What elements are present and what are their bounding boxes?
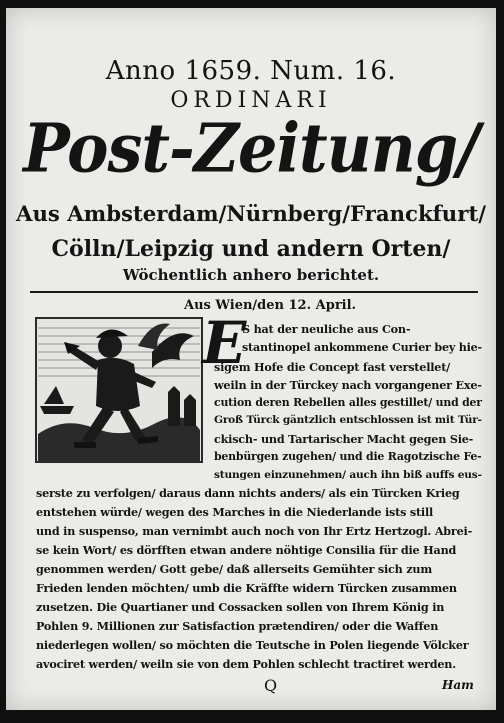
body-line: niederlegen wollen/ so möchten die Teutsche in Polen liegende Völcker [36, 638, 469, 652]
subtitle-cities: Aus Ambsterdam/Nürnberg/Franckfurt/ [15, 202, 487, 227]
body-line: S hat der neuliche aus Con- [242, 322, 411, 336]
body-line: und in suspenso, man vernimbt auch noch von Ihr Ertz Hertzogl. Abrei- [36, 524, 473, 538]
body-line: weiln in der Türckey nach vorgangener Exe- [214, 378, 482, 392]
body-line: entstehen würde/ wegen des Marches in die Niederlande ists still [36, 505, 434, 519]
drop-cap-initial: E [202, 309, 247, 377]
catchword: Ham [442, 678, 474, 692]
body-line: avociret werden/ weiln sie von dem Pohlen schlecht tractiret werden. [36, 657, 456, 671]
body-line: Pohlen 9. Millionen zur Satisfaction prætendiren/ oder die Waffen [36, 619, 439, 633]
subtitle-other-places: Cölln/Leipzig und andern Orten/ [51, 236, 451, 262]
body-line: se kein Wort/ es dörfften etwan andere nöhtige Consilia für die Hand [36, 543, 457, 557]
header-rule [30, 291, 478, 293]
kind-line: ORDINARI [170, 88, 332, 113]
post-rider-woodcut-icon [34, 316, 204, 464]
body-line: serste zu verfolgen/ daraus dann nichts anders/ als ein Türcken Krieg [36, 486, 460, 500]
signature-mark: Q [264, 676, 278, 695]
newspaper-page [6, 8, 496, 710]
body-line: zusetzen. Die Quartianer und Cossacken sollen von Ihrem König in [36, 600, 445, 614]
body-line: genommen werden/ Gott gebe/ daß allerseits Gemühter sich zum [36, 562, 432, 576]
body-line: stungen einzunehmen/ auch ihn biß auffs eus- [214, 468, 482, 481]
issue-line: Anno 1659. Num. 16. [105, 56, 397, 86]
masthead-title: Post-Zeitung/ [23, 109, 479, 188]
body-line: Groß Türck gäntzlich entschlossen ist mit Tür- [214, 414, 482, 426]
body-line: cution deren Rebellen alles gestillet/ und der [214, 396, 482, 409]
body-line: stantinopel ankommene Curier bey hie- [242, 341, 482, 354]
body-line: Frieden lenden möchten/ umb die Kräffte widern Türcken zusammen [36, 581, 457, 595]
body-line: ckisch- und Tartarischer Macht gegen Sie- [214, 432, 474, 446]
dateline: Aus Wien/den 12. April. [184, 298, 357, 313]
body-line: benbürgen zugehen/ und die Ragotzische Fe- [214, 450, 482, 463]
body-line: sigem Hofe die Concept fast verstellet/ [214, 360, 451, 374]
subtitle-weekly: Wöchentlich anhero berichtet. [122, 266, 380, 284]
